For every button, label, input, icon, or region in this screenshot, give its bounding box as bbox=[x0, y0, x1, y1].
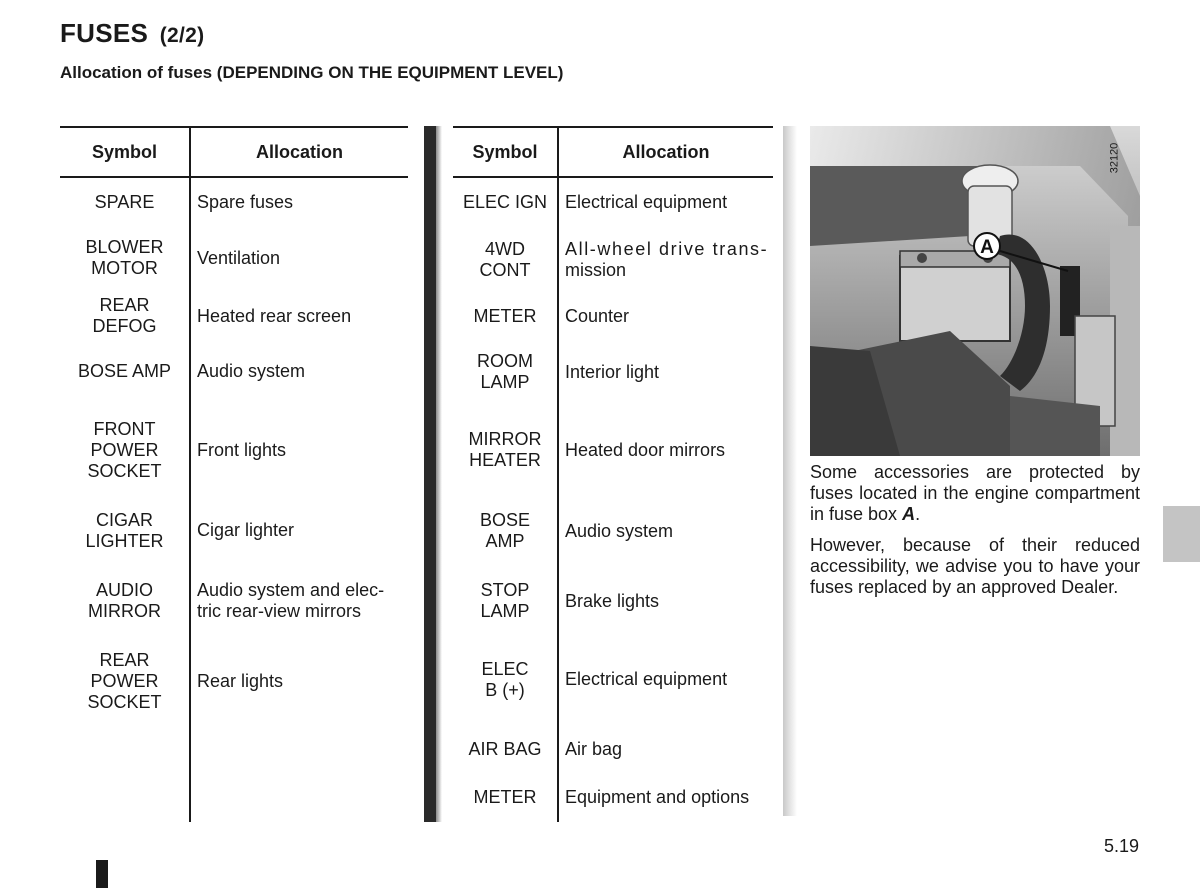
symbol-cell: AIR BAG bbox=[453, 725, 558, 773]
symbol-cell: STOP LAMP bbox=[453, 568, 558, 634]
table-row bbox=[453, 406, 773, 494]
allocation-cell: Air bag bbox=[565, 738, 623, 759]
allocation-cell: Interior light bbox=[565, 361, 660, 382]
symbol-cell: ELEC B (+) bbox=[453, 634, 558, 725]
allocation-cell: Electrical equipment bbox=[565, 191, 728, 212]
table-row bbox=[60, 177, 408, 226]
table-header-row bbox=[60, 127, 408, 177]
table-row bbox=[60, 639, 408, 723]
allocation-cell: Spare fuses bbox=[197, 191, 294, 212]
column-divider-shadow bbox=[436, 126, 442, 822]
symbol-cell: METER bbox=[453, 294, 558, 338]
section-subtitle: Allocation of fuses (DEPENDING ON THE EQUIPMENT LEVEL) bbox=[60, 63, 564, 82]
table-row bbox=[453, 634, 773, 725]
column-header-symbol: Symbol bbox=[453, 127, 558, 177]
column-divider-bar bbox=[424, 126, 436, 822]
column-header-allocation: Allocation bbox=[190, 127, 408, 177]
table-body bbox=[453, 177, 773, 822]
symbol-cell: BOSE AMP bbox=[453, 494, 558, 568]
page-title: FUSES (2/2) bbox=[60, 18, 205, 48]
table-body bbox=[60, 177, 408, 822]
symbol-cell: ROOM LAMP bbox=[453, 338, 558, 406]
symbol-cell: FRONT POWER SOCKET bbox=[60, 401, 190, 499]
table-row bbox=[60, 401, 408, 499]
note-paragraph: Some accessories are protected by fuses located in the engine compartment in fuse box A. bbox=[810, 462, 1140, 524]
table-row-empty bbox=[60, 723, 408, 822]
allocation-cell: Ventilation bbox=[197, 247, 281, 268]
allocation-cell: Audio system and elec- tric rear-view mirrors bbox=[197, 579, 385, 621]
table-row bbox=[453, 226, 773, 294]
fuse-table-left bbox=[60, 126, 408, 822]
table-row bbox=[453, 568, 773, 634]
allocation-cell: Rear lights bbox=[197, 670, 284, 691]
allocation-cell: Electrical equipment bbox=[565, 669, 728, 689]
table-row bbox=[60, 562, 408, 639]
table-row bbox=[60, 342, 408, 401]
symbol-cell: REAR POWER SOCKET bbox=[60, 639, 190, 723]
symbol-cell: BLOWER MOTOR bbox=[60, 226, 190, 290]
table-row bbox=[453, 294, 773, 338]
column-divider-shadow bbox=[783, 126, 797, 816]
engine-compartment-photo bbox=[810, 126, 1140, 456]
allocation-cell: All-wheel drive trans- mission bbox=[565, 239, 769, 280]
page-corner-mark bbox=[96, 860, 108, 888]
symbol-cell: ELEC IGN bbox=[453, 177, 558, 226]
allocation-cell: Heated rear screen bbox=[197, 305, 352, 326]
note-paragraph: However, because of their reduced accessibility, we advise you to have your fuses replaced by an approved Dealer. bbox=[810, 535, 1140, 597]
figure-code: 32120 bbox=[1108, 142, 1121, 174]
column-header-symbol: Symbol bbox=[60, 127, 190, 177]
table-row bbox=[60, 290, 408, 342]
page-number: 5.19 bbox=[1104, 836, 1140, 856]
allocation-cell: Equipment and options bbox=[565, 786, 750, 807]
symbol-cell: AUDIO MIRROR bbox=[60, 562, 190, 639]
allocation-cell: Cigar lighter bbox=[197, 520, 295, 540]
table-row bbox=[60, 499, 408, 562]
symbol-cell: 4WD CONT bbox=[453, 226, 558, 294]
allocation-cell: Front lights bbox=[197, 439, 287, 460]
allocation-cell: Counter bbox=[565, 305, 630, 326]
table-row-empty bbox=[453, 821, 773, 822]
symbol-cell: BOSE AMP bbox=[60, 342, 190, 401]
section-tab-marker bbox=[1163, 506, 1200, 562]
table-row bbox=[453, 725, 773, 773]
fuse-box-reference: A bbox=[902, 504, 916, 524]
table-header-row bbox=[453, 127, 773, 177]
symbol-cell: CIGAR LIGHTER bbox=[60, 499, 190, 562]
table-row bbox=[453, 773, 773, 821]
symbol-cell: REAR DEFOG bbox=[60, 290, 190, 342]
allocation-cell: Brake lights bbox=[565, 590, 660, 611]
allocation-cell: Heated door mirrors bbox=[565, 439, 726, 460]
allocation-cell: Audio system bbox=[197, 361, 306, 381]
symbol-cell: SPARE bbox=[60, 177, 190, 226]
table-row bbox=[60, 226, 408, 290]
table-row bbox=[453, 338, 773, 406]
callout-a-label: A bbox=[980, 237, 994, 258]
table-row bbox=[453, 494, 773, 568]
symbol-cell: MIRROR HEATER bbox=[453, 406, 558, 494]
symbol-cell: METER bbox=[453, 773, 558, 821]
column-header-allocation: Allocation bbox=[558, 127, 773, 177]
allocation-cell: Audio system bbox=[565, 520, 674, 541]
fuse-table-right bbox=[453, 126, 773, 822]
engine-compartment-illustration bbox=[810, 126, 1140, 456]
page-title-suffix: (2/2) bbox=[159, 24, 205, 47]
table-row bbox=[453, 177, 773, 226]
